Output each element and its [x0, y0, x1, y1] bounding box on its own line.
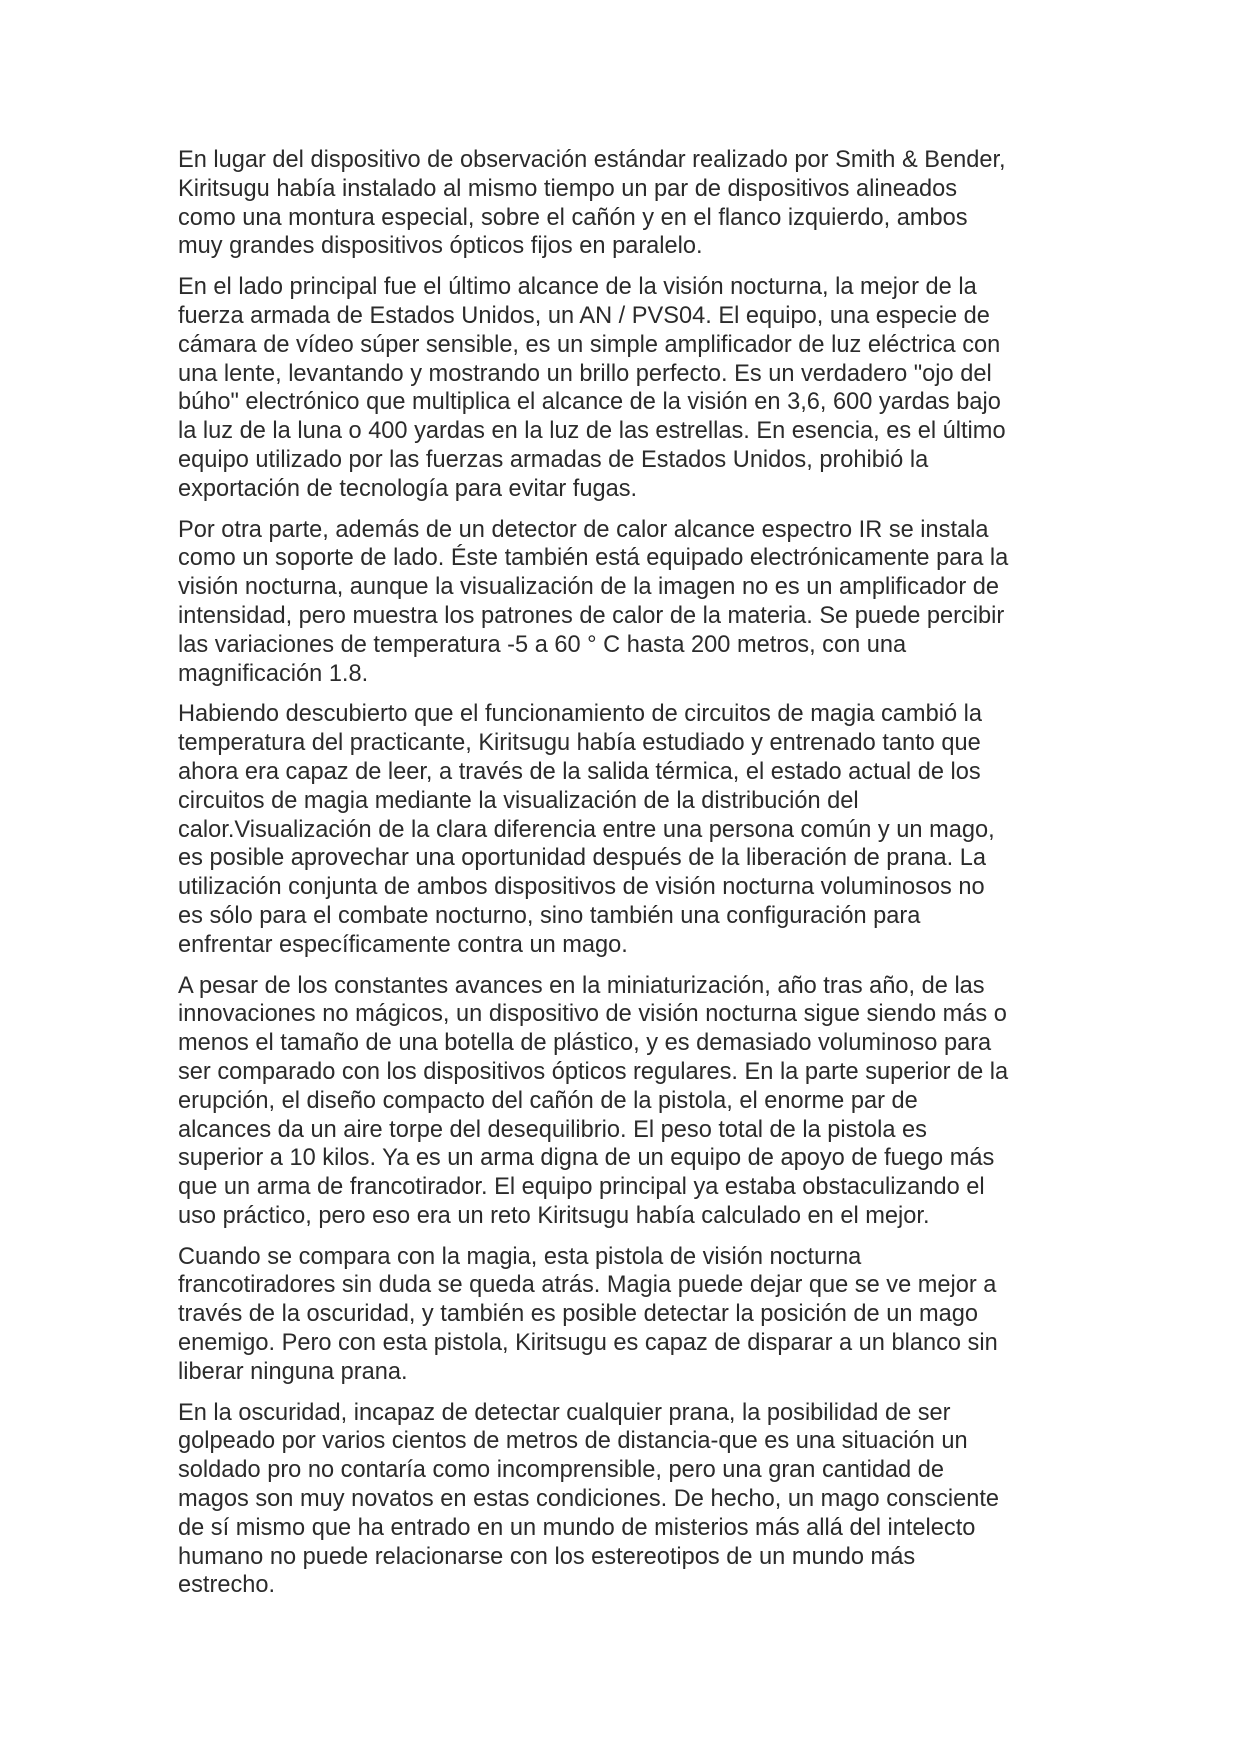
text-line: En la oscuridad, incapaz de detectar cualquier prana, la posibilidad de ser — [178, 1399, 951, 1426]
text-line: través de la oscuridad, y también es posible detectar la posición de un mago — [178, 1301, 979, 1328]
text-line: innovaciones no mágicos, un dispositivo de visión nocturna sigue siendo más o — [178, 1001, 1007, 1028]
text-line: soldado pro no contaría como incomprensible, pero una gran cantidad de — [178, 1457, 944, 1484]
text-line: uso práctico, pero eso era un reto Kiritsugu había calculado en el mejor. — [178, 1202, 930, 1229]
paragraph — [178, 146, 1068, 261]
text-line: calor.Visualización de la clara diferencia entre una persona común y un mago, — [178, 816, 995, 843]
text-line: A pesar de los constantes avances en la miniaturización, año tras año, de las — [178, 972, 985, 999]
text-line: golpeado por varios cientos de metros de distancia-que es una situación un — [178, 1428, 968, 1455]
paragraph — [178, 1399, 1068, 1601]
text-line: circuitos de magia mediante la visualización de la distribución del — [178, 787, 859, 814]
text-line: francotiradores sin duda se queda atrás. Magia puede dejar que se ve mejor a — [178, 1272, 997, 1299]
text-line: Cuando se compara con la magia, esta pistola de visión nocturna — [178, 1243, 862, 1270]
text-line: temperatura del practicante, Kiritsugu había estudiado y entrenado tanto que — [178, 730, 981, 757]
text-line: búho" electrónico que multiplica el alcance de la visión en 3,6, 600 yardas bajo — [178, 389, 1001, 416]
text-line: magnificación 1.8. — [178, 660, 369, 687]
text-line: intensidad, pero muestra los patrones de calor de la materia. Se puede percibir — [178, 602, 1005, 629]
text-line: ahora era capaz de leer, a través de la salida térmica, el estado actual de los — [178, 758, 981, 785]
text-line: enemigo. Pero con esta pistola, Kiritsugu es capaz de disparar a un blanco sin — [178, 1330, 998, 1357]
text-line: En el lado principal fue el último alcance de la visión nocturna, la mejor de la — [178, 274, 977, 301]
document-body — [178, 146, 1068, 1612]
paragraph — [178, 700, 1068, 959]
text-line: es posible aprovechar una oportunidad después de la liberación de prana. La — [178, 845, 987, 872]
text-line: enfrentar específicamente contra un mago. — [178, 931, 628, 958]
text-line: de sí mismo que ha entrado en un mundo de misterios más allá del intelecto — [178, 1514, 976, 1541]
text-line: utilización conjunta de ambos dispositivos de visión nocturna voluminosos no — [178, 874, 985, 901]
text-line: ser comparado con los dispositivos ópticos regulares. En la parte superior de la — [178, 1058, 1009, 1085]
text-line: estrecho. — [178, 1572, 276, 1599]
text-line: es sólo para el combate nocturno, sino también una configuración para — [178, 902, 921, 929]
text-line: magos son muy novatos en estas condiciones. De hecho, un mago consciente — [178, 1486, 1000, 1513]
text-line: exportación de tecnología para evitar fugas. — [178, 475, 638, 502]
paragraph — [178, 972, 1068, 1231]
text-line: equipo utilizado por las fuerzas armadas de Estados Unidos, prohibió la — [178, 446, 929, 473]
paragraph — [178, 273, 1068, 503]
text-line: que un arma de francotirador. El equipo principal ya estaba obstaculizando el — [178, 1174, 985, 1201]
text-line: alcances da un aire torpe del desequilibrio. El peso total de la pistola es — [178, 1116, 927, 1143]
paragraph — [178, 516, 1068, 689]
text-line: fuerza armada de Estados Unidos, un AN / PVS04. El equipo, una especie de — [178, 302, 990, 329]
text-line: erupción, el diseño compacto del cañón de la pistola, el enorme par de — [178, 1087, 918, 1114]
text-line: En lugar del dispositivo de observación estándar realizado por Smith & Bender, — [178, 147, 1006, 173]
text-line: visión nocturna, aunque la visualización de la imagen no es un amplificador de — [178, 574, 1000, 601]
paragraph — [178, 1243, 1068, 1387]
text-line: liberar ninguna prana. — [178, 1358, 408, 1385]
text-line: Kiritsugu había instalado al mismo tiempo un par de dispositivos alineados — [178, 175, 958, 202]
text-line: cámara de vídeo súper sensible, es un simple amplificador de luz eléctrica con — [178, 331, 1001, 358]
text-line: la luz de la luna o 400 yardas en la luz de las estrellas. En esencia, es el último — [178, 418, 1006, 445]
text-line: como una montura especial, sobre el cañón y en el flanco izquierdo, ambos — [178, 204, 968, 231]
text-line: humano no puede relacionarse con los estereotipos de un mundo más — [178, 1543, 916, 1570]
text-line: una lente, levantando y mostrando un brillo perfecto. Es un verdadero "ojo del — [178, 360, 992, 387]
text-line: muy grandes dispositivos ópticos fijos en paralelo. — [178, 233, 703, 260]
text-line: Por otra parte, además de un detector de calor alcance espectro IR se instala — [178, 516, 989, 543]
text-line: menos el tamaño de una botella de plástico, y es demasiado voluminoso para — [178, 1030, 992, 1057]
text-line: como un soporte de lado. Éste también está equipado electrónicamente para la — [178, 545, 1009, 572]
text-line: las variaciones de temperatura -5 a 60 ° C hasta 200 metros, con una — [178, 631, 907, 658]
text-line: Habiendo descubierto que el funcionamiento de circuitos de magia cambió la — [178, 701, 982, 728]
text-line: superior a 10 kilos. Ya es un arma digna de un equipo de apoyo de fuego más — [178, 1145, 995, 1172]
